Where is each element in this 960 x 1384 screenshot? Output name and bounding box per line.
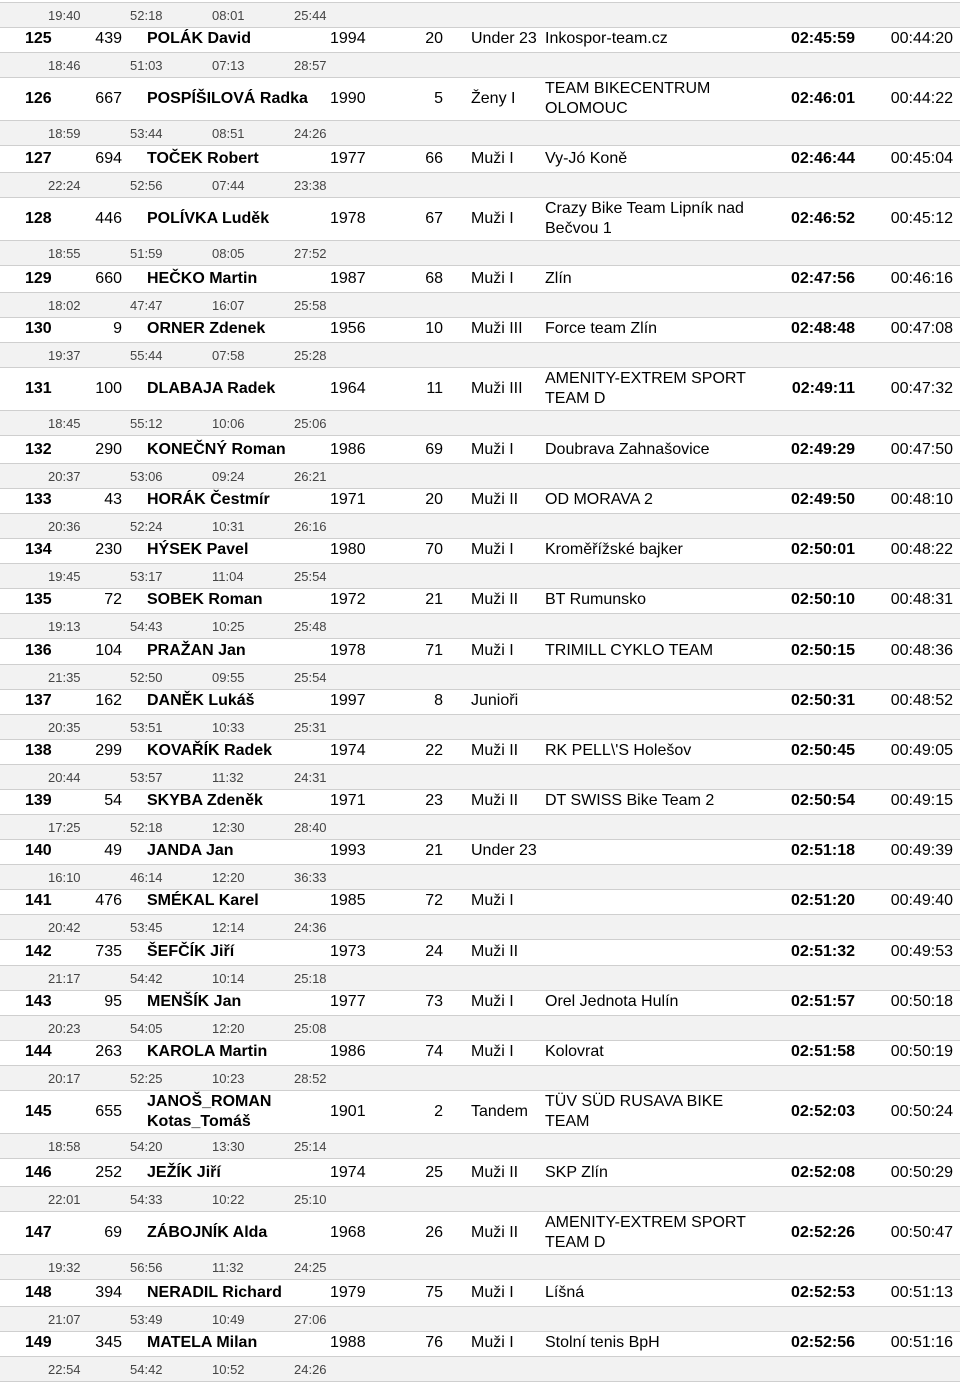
position-cell: 140: [25, 842, 52, 859]
split-time: 21:17: [48, 971, 81, 986]
category-cell: Under 23: [471, 842, 537, 859]
rider-name-cell: MENŠÍK Jan: [147, 993, 242, 1010]
rider-name-cell: KAROLA Martin: [147, 1043, 268, 1060]
split-times-row: [0, 714, 960, 740]
split-time: 19:13: [48, 619, 81, 634]
position-cell: 127: [25, 150, 52, 167]
birth-year-cell: 1986: [330, 441, 366, 458]
split-time: 52:24: [130, 519, 163, 534]
position-cell: 145: [25, 1103, 52, 1120]
split-times-row: [0, 410, 960, 436]
category-cell: Muži I: [471, 892, 514, 909]
birth-year-cell: 1978: [330, 642, 366, 659]
split-time: 54:43: [130, 619, 163, 634]
category-cell: Muži II: [471, 491, 519, 508]
results-table: 19:40 52:18 08:01 25:44 125 439 POLÁK David 1994 20 Under 23 Inkospor-team.cz 02:45:59 00:44:20 18:46 51:03 07:13 28:57 126 667 POSPÍŠILOVÁ Radka 1990 5 Ženy I TEAM BIKECENTRUM OLOMOUC 02:46:01 00:44:22 18:59 53:44 08:51 24:26 127 694 TOČEK Robert 1977 66 Muži I Vy-Jó Koně 02:46:44 00:45:04 22:24 52:56 07:44 23:38 128 446 POLÍVKA Luděk 1978 67 Muži I Crazy Bike Team Lipník nad Bečvou 1 02:46:52 00:45:12 18:55 51:59 08:05 27:52 129 660 HEČKO Martin 1987 68 Muži I Zlín 02:47:56 00:46:16 18:02 47:47 16:07 25:58 130 9 ORNER Zdenek 1956 10 Muži III Force team Zlín 02:48:48 00:47:08 19:37 55:44 07:58 25:28 131 100 DLABAJA Radek 1964 11 Muži III AMENITY-EXTREM SPORT TEAM D 02:49:11 00:47:32 18:45 55:12 10:06 25:06 132 290 KONEČNÝ Roman 1986 69 Muži I Doubrava Zahnašovice 02:49:29 00:47:50 20:37 53:06 09:24 26:21 133 43 HORÁK Čestmír 1971 20 Muži II OD MORAVA 2 02:49:50 00:48:10 20:36 52:24 10:31 26:16 134 230 HÝSEK Pavel 1980 70 Muži I Kroměřížské bajker 02:50:01 00:48:22 19:45 53:17 11:04 25:54 135 72 SOBEK Roman 1972 21 Muži II BT Rumunsko 02:50:10 00:48:31 19:13 54:43 10:25 25:48 136 104 PRAŽAN Jan 1978 71 Muži I TRIMILL CYKLO TEAM 02:50:15 00:48:36 21:35 52:50 09:55 25:54 137 162 DANĚK Lukáš 1997 8 Junioři 02:50:31 00:48:52 20:35 53:51 10:33 25:31 138 299 KOVAŘÍK Radek 1974 22 Muži II RK PELL\'S Holešov 02:50:45 00:49:05 20:44 53:57 11:32 24:31 139 54 SKYBA Zdeněk 1971 23 Muži II DT SWISS Bike Team 2 02:50:54 00:49:15 17:25 52:18 12:30 28:40 140 49 JANDA Jan 1993 21 Under 23 02:51:18 00:49:39 16:10 46:14 12:20 36:33 141 476 SMÉKAL Karel 1985 72 Muži I 02:51:20 00:49:40 20:42 53:45 12:14 24:36 142 735 ŠEFČÍK Jiří 1973 24 Muži II 02:51:32 00:49:53 21:17 54:42 10:14 25:18 143 95 MENŠÍK Jan 1977 73 Muži I Orel Jednota Hulín 02:51:57 00:50:18 20:23 54:05 12:20 25:08 144 263 KAROLA Martin 1986 74 Muži I Kolovrat 02:51:58 00:50:19 20:17 52:25 10:23 28:52 145 655 JANOŠ_ROMAN Kotas_Tomáš 1901 2 Tandem TÜV SÜD RUSAVA BIKE TEAM 02:52:03 00:50:24 18:58 54:20 13:30 25:14 146 252 JEŽÍK Jiří 1974 25 Muži II SKP Zlín 02:52:08 00:50:29 22:01 54:33 10:22 25:10 147 69 ZÁBOJNÍK Alda 1968 26 Muži II AMENITY-EXTREM SPORT TEAM D 02:52:26 00:50:47 19:32 56:56 11:32 24:25 148 394 NERADIL Richard 1979 75 Muži I Líšná 02:52:53 00:51:13 21:07 53:49 10:49 27:06 149 345 MATELA Milan 1988 76 Muži I Stolní tenis BpH 02:52:56 00:51:16 22:54 54:42 10:52 24:26: [0, 0, 960, 1384]
team-cell: Doubrava Zahnašovice: [545, 441, 710, 458]
split-time: 25:28: [294, 348, 327, 363]
split-time: 25:54: [294, 569, 327, 584]
team-cell: Orel Jednota Hulín: [545, 993, 679, 1010]
birth-year-cell: 1972: [330, 591, 366, 608]
split-times-row: [0, 1254, 960, 1280]
rider-name-cell: POSPÍŠILOVÁ Radka: [147, 90, 308, 107]
split-time: 11:32: [212, 770, 244, 785]
position-cell: 147: [25, 1224, 52, 1241]
split-time: 18:58: [48, 1139, 81, 1154]
team-cell: Stolní tenis BpH: [545, 1334, 660, 1351]
category-cell: Muži I: [471, 541, 514, 558]
category-cell: Muži II: [471, 792, 519, 809]
split-time: 54:42: [130, 971, 163, 986]
split-time: 10:31: [212, 519, 245, 534]
split-time: 12:20: [212, 1021, 245, 1036]
position-cell: 141: [25, 892, 52, 909]
position-cell: 128: [25, 210, 52, 227]
category-cell: Muži II: [471, 943, 519, 960]
rider-name-cell: JANDA Jan: [147, 842, 234, 859]
team-cell: Kolovrat: [545, 1043, 604, 1060]
split-time: 18:02: [48, 298, 81, 313]
category-cell: Muži I: [471, 210, 514, 227]
split-time: 22:24: [48, 178, 81, 193]
split-time: 12:20: [212, 870, 245, 885]
split-time: 16:10: [48, 870, 81, 885]
rider-name-cell: SOBEK Roman: [147, 591, 263, 608]
category-cell: Muži II: [471, 1164, 519, 1181]
birth-year-cell: 1978: [330, 210, 366, 227]
split-times-row: [0, 2, 960, 28]
birth-year-cell: 1974: [330, 1164, 366, 1181]
birth-year-cell: 1985: [330, 892, 366, 909]
position-cell: 132: [25, 441, 52, 458]
category-cell: Muži II: [471, 591, 519, 608]
category-cell: Muži I: [471, 150, 514, 167]
rider-name-cell: HEČKO Martin: [147, 270, 258, 287]
position-cell: 142: [25, 943, 52, 960]
split-times-row: [0, 292, 960, 318]
rider-name-cell: ZÁBOJNÍK Alda: [147, 1224, 268, 1241]
split-time: 10:23: [212, 1071, 245, 1086]
split-time: 07:44: [212, 178, 245, 193]
split-time: 47:47: [130, 298, 163, 313]
team-cell: TRIMILL CYKLO TEAM: [545, 642, 714, 659]
split-time: 19:32: [48, 1260, 81, 1275]
split-time: 08:01: [212, 8, 245, 23]
split-time: 11:04: [212, 569, 244, 584]
team-cell: OD MORAVA 2: [545, 491, 653, 508]
position-cell: 148: [25, 1284, 52, 1301]
position-cell: 138: [25, 742, 52, 759]
birth-year-cell: 1980: [330, 541, 366, 558]
category-cell: Muži I: [471, 993, 514, 1010]
split-time: 09:55: [212, 670, 245, 685]
team-cell: Kroměřížské bajker: [545, 541, 683, 558]
split-time: 16:07: [212, 298, 245, 313]
split-time: 18:46: [48, 58, 81, 73]
split-time: 19:37: [48, 348, 81, 363]
category-cell: Tandem: [471, 1103, 528, 1120]
split-time: 10:06: [212, 416, 245, 431]
split-time: 21:35: [48, 670, 81, 685]
split-times-row: [0, 613, 960, 639]
split-time: 46:14: [130, 870, 163, 885]
rider-name-cell: DLABAJA Radek: [147, 380, 276, 397]
rider-name-cell: NERADIL Richard: [147, 1284, 282, 1301]
split-times-row: [0, 1015, 960, 1041]
birth-year-cell: 1977: [330, 150, 366, 167]
birth-year-cell: 1986: [330, 1043, 366, 1060]
split-time: 51:03: [130, 58, 163, 73]
split-time: 51:59: [130, 246, 163, 261]
split-time: 13:30: [212, 1139, 245, 1154]
split-time: 21:07: [48, 1312, 81, 1327]
team-cell: Líšná: [545, 1284, 585, 1301]
split-time: 11:32: [212, 1260, 244, 1275]
category-cell: Muži II: [471, 1224, 519, 1241]
rider-name-cell: TOČEK Robert: [147, 150, 259, 167]
split-time: 20:35: [48, 720, 81, 735]
split-times-row: [0, 764, 960, 790]
split-time: 25:31: [294, 720, 327, 735]
position-cell: 136: [25, 642, 52, 659]
split-time: 53:45: [130, 920, 163, 935]
split-times-row: [0, 120, 960, 146]
split-time: 12:30: [212, 820, 245, 835]
birth-year-cell: 1973: [330, 943, 366, 960]
team-cell: SKP Zlín: [545, 1164, 608, 1181]
split-times-row: [0, 914, 960, 940]
split-time: 10:52: [212, 1362, 245, 1377]
split-times-row: [0, 563, 960, 589]
rider-name-cell: MATELA Milan: [147, 1334, 258, 1351]
split-time: 25:06: [294, 416, 327, 431]
category-cell: Muži I: [471, 642, 514, 659]
split-time: 08:51: [212, 126, 245, 141]
split-time: 24:25: [294, 1260, 327, 1275]
split-time: 56:56: [130, 1260, 163, 1275]
split-time: 18:55: [48, 246, 81, 261]
birth-year-cell: 1990: [330, 90, 366, 107]
rider-name-cell: SKYBA Zdeněk: [147, 792, 263, 809]
split-time: 20:36: [48, 519, 81, 534]
position-cell: 131: [25, 380, 52, 397]
category-cell: Muži III: [471, 380, 523, 397]
birth-year-cell: 1993: [330, 842, 366, 859]
split-time: 28:52: [294, 1071, 327, 1086]
split-time: 20:44: [48, 770, 81, 785]
category-cell: Muži I: [471, 270, 514, 287]
split-time: 09:24: [212, 469, 245, 484]
position-cell: 134: [25, 541, 52, 558]
split-times-row: [0, 240, 960, 266]
team-cell: TÜV SÜD RUSAVA BIKE TEAM: [545, 1093, 724, 1130]
split-time: 53:44: [130, 126, 163, 141]
birth-year-cell: 1987: [330, 270, 366, 287]
split-time: 28:57: [294, 58, 327, 73]
position-cell: 135: [25, 591, 52, 608]
split-times-row: [0, 172, 960, 198]
position-cell: 129: [25, 270, 52, 287]
split-time: 26:16: [294, 519, 327, 534]
split-time: 25:18: [294, 971, 327, 986]
split-time: 36:33: [294, 870, 327, 885]
split-times-row: [0, 1306, 960, 1332]
split-time: 12:14: [212, 920, 245, 935]
rider-name-cell: KONEČNÝ Roman: [147, 441, 286, 458]
split-times-row: [0, 1186, 960, 1212]
rider-name-cell: SMÉKAL Karel: [147, 892, 259, 909]
birth-year-cell: 1979: [330, 1284, 366, 1301]
split-times-row: [0, 1356, 960, 1382]
split-time: 53:51: [130, 720, 163, 735]
split-time: 08:05: [212, 246, 245, 261]
team-cell: Inkospor-team.cz: [545, 30, 668, 47]
category-cell: Muži I: [471, 1284, 514, 1301]
split-time: 25:14: [294, 1139, 327, 1154]
category-cell: Muži I: [471, 1043, 514, 1060]
category-cell: Under 23: [471, 30, 537, 47]
position-cell: 143: [25, 993, 52, 1010]
split-time: 07:58: [212, 348, 245, 363]
split-time: 27:06: [294, 1312, 327, 1327]
split-times-row: [0, 463, 960, 489]
position-cell: 139: [25, 792, 52, 809]
rider-name-cell: JANOŠ_ROMAN Kotas_Tomáš: [147, 1093, 272, 1130]
rider-name-cell: HORÁK Čestmír: [147, 491, 270, 508]
split-time: 28:40: [294, 820, 327, 835]
split-time: 53:06: [130, 469, 163, 484]
birth-year-cell: 1988: [330, 1334, 366, 1351]
birth-year-cell: 1964: [330, 380, 366, 397]
team-cell: AMENITY-EXTREM SPORT TEAM D: [545, 370, 746, 407]
split-times-row: [0, 664, 960, 690]
team-cell: Crazy Bike Team Lipník nad Bečvou 1: [545, 200, 744, 237]
split-time: 54:42: [130, 1362, 163, 1377]
split-time: 10:33: [212, 720, 245, 735]
split-time: 17:25: [48, 820, 81, 835]
team-cell: AMENITY-EXTREM SPORT TEAM D: [545, 1214, 746, 1251]
split-time: 27:52: [294, 246, 327, 261]
category-cell: Muži I: [471, 441, 514, 458]
split-time: 20:42: [48, 920, 81, 935]
split-time: 54:05: [130, 1021, 163, 1036]
split-time: 25:44: [294, 8, 327, 23]
team-cell: BT Rumunsko: [545, 591, 647, 608]
rider-name-cell: HÝSEK Pavel: [147, 541, 249, 558]
birth-year-cell: 1901: [330, 1103, 366, 1120]
split-time: 18:45: [48, 416, 81, 431]
rider-name-cell: JEŽÍK Jiří: [147, 1164, 221, 1181]
team-cell: DT SWISS Bike Team 2: [545, 792, 715, 809]
split-time: 10:49: [212, 1312, 245, 1327]
birth-year-cell: 1997: [330, 692, 366, 709]
split-times-row: [0, 342, 960, 368]
split-time: 53:57: [130, 770, 163, 785]
split-time: 53:17: [130, 569, 163, 584]
team-cell: RK PELL\'S Holešov: [545, 742, 692, 759]
split-times-row: [0, 513, 960, 539]
category-cell: Junioři: [471, 692, 519, 709]
split-times-row: [0, 52, 960, 78]
split-time: 20:37: [48, 469, 81, 484]
split-times-row: [0, 814, 960, 840]
split-time: 52:56: [130, 178, 163, 193]
category-cell: Muži III: [471, 320, 523, 337]
split-time: 25:10: [294, 1192, 327, 1207]
team-cell: Zlín: [545, 270, 572, 287]
birth-year-cell: 1971: [330, 792, 366, 809]
split-time: 55:44: [130, 348, 163, 363]
split-time: 24:36: [294, 920, 327, 935]
position-cell: 137: [25, 692, 52, 709]
split-time: 25:48: [294, 619, 327, 634]
split-times-row: [0, 1065, 960, 1091]
split-time: 52:18: [130, 8, 163, 23]
split-time: 22:01: [48, 1192, 81, 1207]
birth-year-cell: 1971: [330, 491, 366, 508]
split-time: 25:08: [294, 1021, 327, 1036]
rider-name-cell: DANĚK Lukáš: [147, 692, 255, 709]
split-time: 25:58: [294, 298, 327, 313]
position-cell: 146: [25, 1164, 52, 1181]
split-time: 24:26: [294, 126, 327, 141]
split-time: 25:54: [294, 670, 327, 685]
split-times-row: [0, 1133, 960, 1159]
birth-year-cell: 1977: [330, 993, 366, 1010]
position-cell: 126: [25, 90, 52, 107]
birth-year-cell: 1974: [330, 742, 366, 759]
team-cell: TEAM BIKECENTRUM OLOMOUC: [545, 80, 711, 117]
rider-name-cell: KOVAŘÍK Radek: [147, 742, 273, 759]
split-time: 55:12: [130, 416, 163, 431]
split-time: 07:13: [212, 58, 245, 73]
birth-year-cell: 1956: [330, 320, 366, 337]
team-cell: Vy-Jó Koně: [545, 150, 628, 167]
split-time: 10:25: [212, 619, 245, 634]
split-time: 54:20: [130, 1139, 163, 1154]
split-times-row: [0, 965, 960, 991]
position-cell: 149: [25, 1334, 52, 1351]
birth-year-cell: 1994: [330, 30, 366, 47]
split-time: 24:31: [294, 770, 327, 785]
position-cell: 130: [25, 320, 52, 337]
rider-name-cell: POLÁK David: [147, 30, 252, 47]
position-cell: 144: [25, 1043, 52, 1060]
birth-year-cell: 1968: [330, 1224, 366, 1241]
position-cell: 125: [25, 30, 52, 47]
split-time: 26:21: [294, 469, 327, 484]
split-time: 20:17: [48, 1071, 81, 1086]
split-time: 20:23: [48, 1021, 81, 1036]
rider-name-cell: ORNER Zdenek: [147, 320, 266, 337]
split-time: 22:54: [48, 1362, 81, 1377]
split-time: 52:18: [130, 820, 163, 835]
split-times-row: [0, 864, 960, 890]
split-time: 18:59: [48, 126, 81, 141]
rider-name-cell: POLÍVKA Luděk: [147, 210, 270, 227]
rider-name-cell: PRAŽAN Jan: [147, 642, 246, 659]
split-time: 10:22: [212, 1192, 245, 1207]
rider-name-cell: ŠEFČÍK Jiří: [147, 943, 235, 960]
split-time: 19:40: [48, 8, 81, 23]
split-time: 19:45: [48, 569, 81, 584]
team-cell: Force team Zlín: [545, 320, 658, 337]
category-cell: Muži I: [471, 1334, 514, 1351]
split-time: 52:25: [130, 1071, 163, 1086]
split-time: 24:26: [294, 1362, 327, 1377]
position-cell: 133: [25, 491, 52, 508]
split-time: 10:14: [212, 971, 245, 986]
category-cell: Ženy I: [471, 90, 516, 107]
split-time: 52:50: [130, 670, 163, 685]
split-time: 23:38: [294, 178, 327, 193]
split-time: 53:49: [130, 1312, 163, 1327]
category-cell: Muži II: [471, 742, 519, 759]
split-time: 54:33: [130, 1192, 163, 1207]
